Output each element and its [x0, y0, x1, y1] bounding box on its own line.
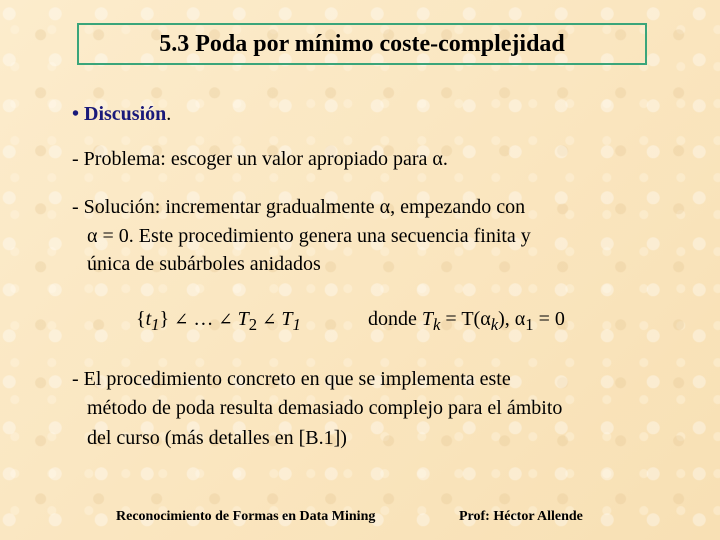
paren-close: )	[498, 308, 505, 330]
brace-close: }	[159, 308, 170, 330]
solution-line-1: - Solución: incrementar gradualmente α, empezando con	[72, 196, 526, 218]
T-var: T	[281, 308, 293, 330]
formula-definition: donde $T_k = T(\alpha_k)$, $\alpha_1 = 0$	[368, 308, 565, 334]
donde-label: donde	[368, 308, 417, 330]
t-var: t	[145, 308, 152, 330]
solution-line-2: α = 0. Este procedimiento genera una secuencia finita y	[87, 225, 531, 247]
method-line-3: del curso (más detalles en [B.1])	[87, 427, 347, 449]
T-var: T	[237, 308, 249, 330]
solution-line-3: única de subárboles anidados	[87, 253, 321, 275]
angle-icon: ∠	[262, 310, 277, 330]
T1-sub: 1	[292, 315, 301, 334]
k-sub: k	[433, 315, 441, 334]
method-line-1: - El procedimiento concreto en que se implementa este	[72, 368, 511, 390]
discussion-period: .	[166, 103, 172, 125]
eq-zero-text: = 0	[533, 308, 565, 330]
discussion-heading	[72, 103, 171, 126]
angle-icon: ∠	[218, 310, 233, 330]
eq-T-text: = T(	[440, 308, 481, 330]
T2-sub: 2	[248, 315, 258, 334]
slide-title	[77, 23, 647, 65]
t-sub: 1	[151, 315, 160, 334]
method-line-2: método de poda resulta demasiado complejo para el ámbito	[87, 397, 563, 419]
one-sub: 1	[525, 315, 534, 334]
footer-professor: Prof: Héctor Allende	[459, 509, 583, 524]
bullet-icon: •	[72, 103, 80, 125]
slide-title-text: 5.3 Poda por mínimo coste-complejidad	[159, 30, 565, 57]
brace-open: {	[136, 308, 146, 330]
alpha-symbol: α	[480, 308, 491, 330]
problem-line: - Problema: escoger un valor apropiado para α.	[72, 148, 448, 170]
footer-course: Reconocimiento de Formas en Data Mining	[116, 509, 376, 524]
ellipsis: …	[193, 308, 214, 330]
Tk-var: T	[421, 308, 434, 330]
alpha-symbol: α	[514, 308, 526, 330]
discussion-label: Discusión	[84, 103, 167, 125]
k-sub: k	[490, 315, 499, 334]
angle-icon: ∠	[174, 310, 189, 330]
formula-sequence	[136, 308, 301, 335]
